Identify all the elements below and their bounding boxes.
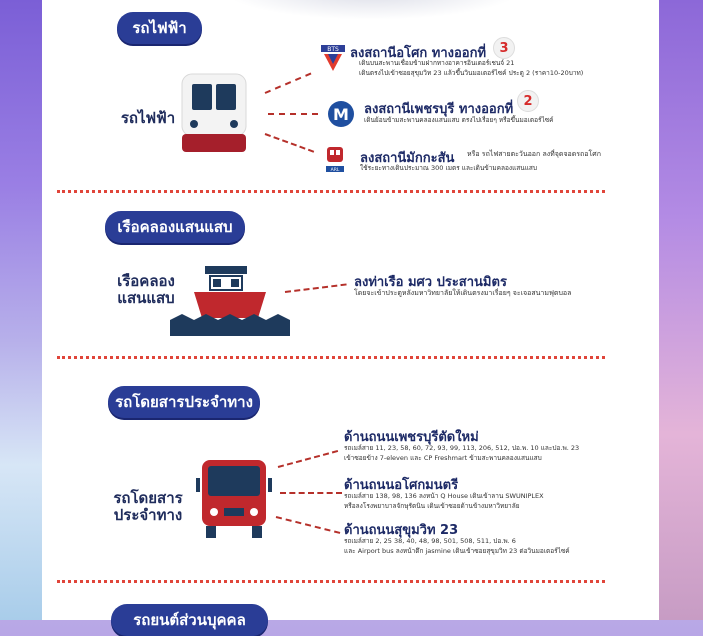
section-divider xyxy=(57,356,605,359)
bus-route-detail: รถเมล์สาย 11, 23, 58, 60, 72, 93, 99, 113, 206, 512, ปอ.พ. 10 และปอ.พ. 23 xyxy=(344,444,580,452)
section-divider xyxy=(57,580,605,583)
bts-route-detail: เดินบนสะพานเชื่อมข้ามฝากทางอาคารอินเตอร์เชนจ์ 21 xyxy=(359,59,515,67)
skytrain-label: รถไฟฟ้า xyxy=(120,109,176,127)
bus-label-line2: ประจำทาง xyxy=(113,506,183,524)
top-shadow xyxy=(222,0,522,20)
bus-route-title: ด้านถนนเพชรบุรีตัดใหม่ xyxy=(344,430,479,445)
bts-route-detail: เดินตรงไปเข้าซอยสุขุมวิท 23 แล้วขึ้นวินมอเตอร์ไซค์ ประตู 2 (ราคา10-20บาท) xyxy=(359,69,584,77)
boat-label-line1: เรือคลอง xyxy=(117,272,175,290)
boat-icon xyxy=(170,262,290,336)
right-background xyxy=(659,0,703,620)
bus-route-detail: หรือลงโรงพยาบาลจักษุรัตนิน เดินเข้าซอยด้านข้างมหาวิทยาลัย xyxy=(344,502,520,510)
exit-number-badge: 3 xyxy=(493,37,515,59)
arl-route-detail: ใช้ระยะทางเดินประมาณ 300 เมตร และเดินข้ามคลองแสนแสบ xyxy=(360,164,537,172)
connector-line xyxy=(280,492,342,494)
bus-route-title: ด้านถนนอโศกมนตรี xyxy=(344,478,459,493)
svg-text:ARL: ARL xyxy=(330,168,340,173)
bts-route-title: ลงสถานีอโศก ทางออกที่ xyxy=(350,46,487,61)
mrt-logo-icon: M xyxy=(328,101,354,127)
arl-route-extra: หรือ รถไฟสายตะวันออก ลงที่จุดจอดรถอโศก xyxy=(467,150,601,158)
bus-label-line1: รถโดยสาร xyxy=(113,489,183,507)
svg-text:BTS: BTS xyxy=(327,46,339,53)
bus-route-detail: เข้าซอยข้าง 7-eleven และ CP Freshmart ข้ามสะพานคลองแสนแสบ xyxy=(344,454,542,462)
boat-pill: เรือคลองแสนแสบ xyxy=(105,211,245,243)
mrt-route-detail: เดินย้อนข้ามสะพานคลองแสนแสบ ตรงไปเรื่อยๆ หรือขึ้นมอเตอร์ไซค์ xyxy=(364,116,554,124)
skytrain-pill: รถไฟฟ้า xyxy=(117,12,202,44)
boat-route-detail: โดยจะเข้าประตูหลังมหาวิทยาลัยให้เดินตรงมาเรื่อยๆ จะเจอสนามฟุตบอล xyxy=(354,289,572,297)
arl-logo-icon xyxy=(324,145,346,175)
bus-route-detail: รถเมล์สาย 2, 25 38, 40, 48, 98, 501, 508, 511, ปอ.พ. 6 xyxy=(344,537,516,545)
exit-number-badge: 2 xyxy=(517,90,539,112)
section-divider xyxy=(57,190,605,193)
bus-route-title: ด้านถนนสุขุมวิท 23 xyxy=(344,523,459,538)
connector-line xyxy=(268,113,318,115)
boat-route-title: ลงท่าเรือ มศว ประสานมิตร xyxy=(354,275,507,290)
bus-label xyxy=(110,490,186,524)
boat-label-line2: แสนแสบ xyxy=(117,289,175,307)
bus-icon xyxy=(194,456,274,542)
bts-logo-icon xyxy=(320,44,346,72)
mrt-route-title: ลงสถานีเพชรบุรี ทางออกที่ xyxy=(364,102,514,117)
left-background xyxy=(0,0,42,620)
bus-route-detail: และ Airport bus ลงหน้าตึก jasmine เดินเข้าซอยสุขุมวิท 23 ต่อวินมอเตอร์ไซค์ xyxy=(344,547,570,555)
arl-route-title: ลงสถานีมักกะสัน xyxy=(360,151,455,166)
car-pill: รถยนต์ส่วนบุคคล xyxy=(111,604,268,636)
bus-route-detail: รถเมล์สาย 138, 98, 136 ลงหน้า Q House เดินเข้าลาน SWUNIPLEX xyxy=(344,492,544,500)
skytrain-icon xyxy=(180,70,250,156)
bus-pill: รถโดยสารประจำทาง xyxy=(108,386,260,418)
